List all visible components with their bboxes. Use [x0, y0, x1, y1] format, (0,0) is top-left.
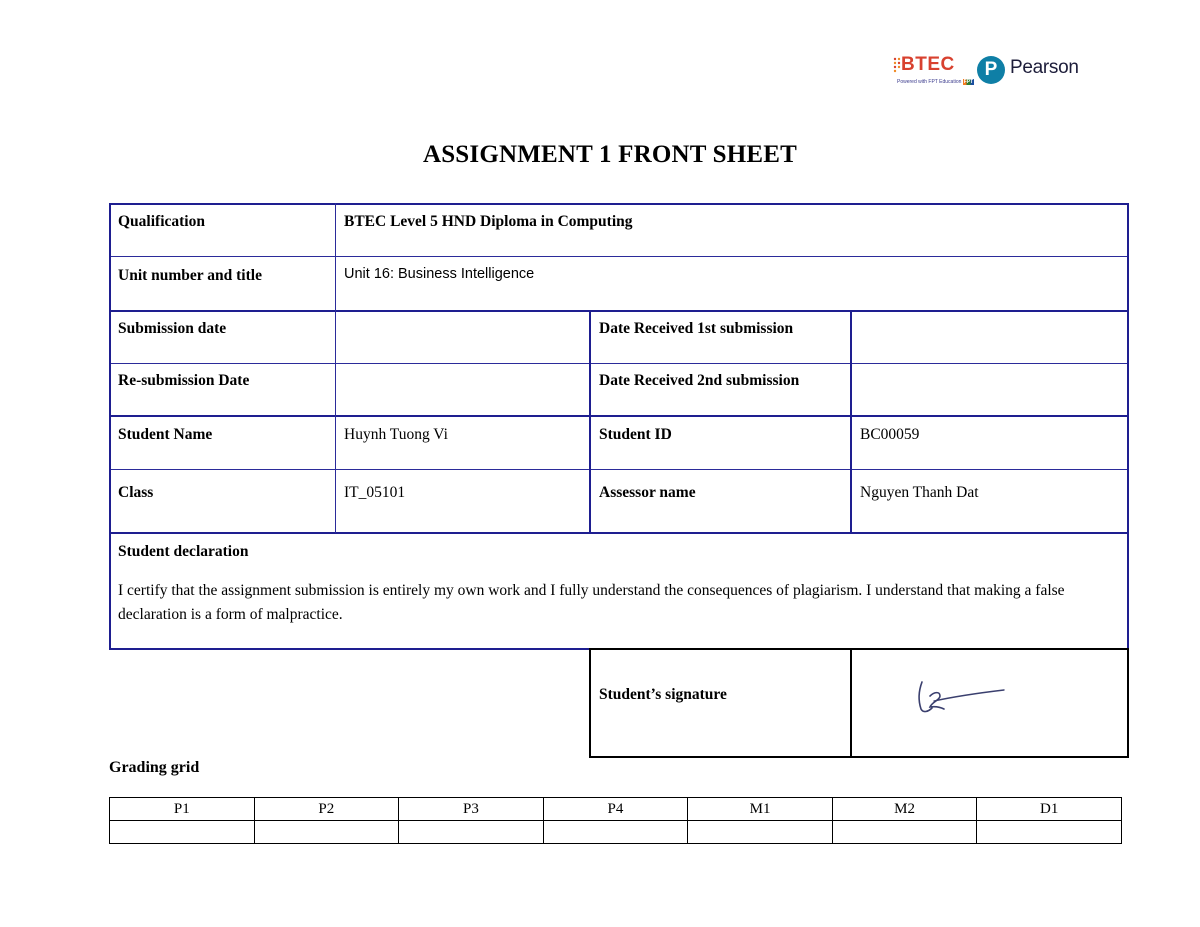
grade-header-m2: M2 [832, 798, 977, 821]
grade-header-p4: P4 [543, 798, 688, 821]
pearson-mark-icon: P [977, 56, 1005, 84]
btec-wordmark: BTEC [901, 54, 955, 75]
row-divider [109, 256, 1129, 257]
table-border-left [109, 203, 111, 650]
grade-cell-p3[interactable] [399, 821, 544, 844]
grading-grid-title: Grading grid [109, 759, 200, 776]
signature-label-cell [589, 648, 852, 758]
unit-value: Unit 16: Business Intelligence [344, 266, 535, 282]
grade-cell-d1[interactable] [977, 821, 1122, 844]
row-divider [109, 310, 1129, 312]
student-id-value: BC00059 [860, 426, 920, 443]
grade-header-d1: D1 [977, 798, 1122, 821]
grade-cell-m2[interactable] [832, 821, 977, 844]
pearson-logo [977, 55, 1081, 89]
date-received-1-label: Date Received 1st submission [599, 320, 794, 337]
table-border-right [1127, 203, 1129, 650]
column-divider [335, 203, 336, 533]
class-value: IT_05101 [344, 484, 406, 501]
assessor-value: Nguyen Thanh Dat [860, 484, 979, 501]
qualification-label: Qualification [118, 213, 205, 230]
declaration-label: Student declaration [118, 543, 249, 560]
grade-header-m1: M1 [688, 798, 833, 821]
grading-header-row [110, 798, 1122, 821]
row-divider [109, 469, 1129, 470]
btec-tagline-text: Powered with FPT Education [897, 79, 962, 85]
unit-label: Unit number and title [118, 267, 262, 284]
signature-label: Student’s signature [599, 686, 727, 703]
submission-date-label: Submission date [118, 320, 227, 337]
student-name-value: Huynh Tuong Vi [344, 426, 448, 443]
row-divider [109, 363, 1129, 364]
grade-cell-m1[interactable] [688, 821, 833, 844]
btec-dots-icon [893, 57, 901, 73]
date-received-2-label: Date Received 2nd submission [599, 372, 800, 389]
assessor-label: Assessor name [599, 484, 696, 501]
grade-header-p2: P2 [254, 798, 399, 821]
grade-cell-p2[interactable] [254, 821, 399, 844]
column-divider [589, 310, 591, 533]
grade-header-p1: P1 [110, 798, 255, 821]
student-name-label: Student Name [118, 426, 213, 443]
resubmission-date-label: Re-submission Date [118, 372, 250, 389]
signature-cell[interactable] [850, 648, 1129, 758]
table-border-top [109, 203, 1129, 205]
page-title: ASSIGNMENT 1 FRONT SHEET [422, 141, 798, 168]
grade-cell-p4[interactable] [543, 821, 688, 844]
class-label: Class [118, 484, 154, 501]
declaration-text: I certify that the assignment submission is entirely my own work and I fully understand the consequences of plagiarism. I understand that making a false declaration is a form of malpractice. [118, 582, 1065, 623]
row-divider [109, 415, 1129, 417]
grade-header-p3: P3 [399, 798, 544, 821]
grade-cell-p1[interactable] [110, 821, 255, 844]
student-id-label: Student ID [599, 426, 672, 443]
pearson-wordmark: Pearson [1010, 57, 1079, 78]
btec-tagline [897, 79, 974, 85]
grading-value-row [110, 821, 1122, 844]
column-divider [850, 310, 852, 533]
fpt-mark: FPT [963, 79, 974, 85]
qualification-value: BTEC Level 5 HND Diploma in Computing [344, 213, 633, 230]
btec-logo [893, 52, 974, 90]
grading-grid-table [109, 797, 1122, 844]
row-divider [109, 532, 1129, 534]
signature-image [914, 676, 1010, 716]
